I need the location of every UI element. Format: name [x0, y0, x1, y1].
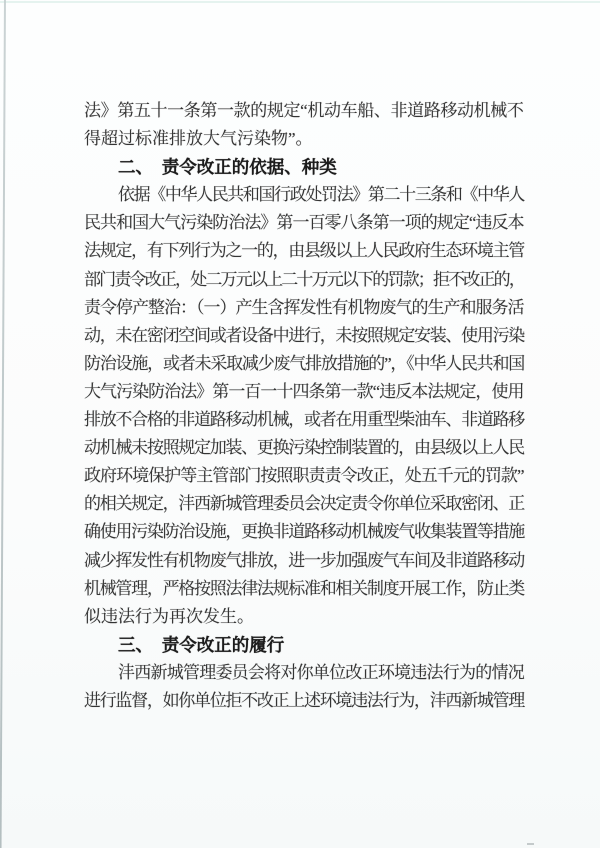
- doc-line: 减少挥发性有机物废气排放，进一步加强废气车间及非道路移动: [84, 550, 524, 570]
- doc-line: 部门责令改正，处二万元以上二十万元以下的罚款；拒不改正的，: [84, 269, 524, 289]
- doc-line: 得超过标准排放大气污染物”。: [84, 129, 313, 149]
- doc-line: 依据《中华人民共和国行政处罚法》第二十三条和《中华人: [118, 185, 524, 205]
- doc-line: 进行监督，如你单位拒不改正上述环境违法行为，沣西新城管理: [84, 690, 524, 710]
- doc-line: 法规定，有下列行为之一的，由县级以上人民政府生态环境主管: [84, 241, 524, 261]
- scan-artifact-corner-mark: [527, 843, 534, 845]
- scan-artifact-left-edge: [0, 0, 5, 848]
- section-heading-2: 二、 责令改正的依据、种类: [118, 157, 337, 178]
- doc-line: 民共和国大气污染防治法》第一百零八条第一项的规定“违反本: [84, 213, 524, 233]
- document-text-block: [84, 97, 524, 715]
- doc-line: 似违法行为再次发生。: [84, 606, 254, 626]
- doc-line: 确使用污染防治设施，更换非道路移动机械废气收集装置等措施: [84, 522, 524, 542]
- doc-line: 防治设施，或者未采取减少废气排放措施的”，《中华人民共和国: [84, 353, 525, 373]
- doc-line: 排放不合格的非道路移动机械，或者在用重型柴油车、非道路移: [84, 410, 524, 430]
- section-heading-3: 三、 责令改正的履行: [118, 634, 285, 655]
- doc-line: 动机械未按照规定加装、更换污染控制装置的，由县级以上人民: [84, 438, 524, 458]
- doc-line: 沣西新城管理委员会将对你单位改正环境违法行为的情况: [118, 662, 524, 682]
- doc-line: 法》第五十一条第一款的规定“机动车船、非道路移动机械不: [84, 101, 524, 120]
- doc-line: 机械管理，严格按照法律法规标准和相关制度开展工作，防止类: [84, 578, 524, 598]
- doc-line: 责令停产整治：（一）产生含挥发性有机物废气的生产和服务活: [84, 297, 524, 317]
- doc-line: 动，未在密闭空间或者设备中进行，未按照规定安装、使用污染: [84, 325, 524, 345]
- doc-line: 的相关规定，沣西新城管理委员会决定责令你单位采取密闭、正: [84, 494, 524, 514]
- doc-line: 政府环境保护等主管部门按照职责责令改正，处五千元的罚款”: [84, 466, 524, 486]
- doc-line: 大气污染防治法》第一百一十四条第一款“违反本法规定，使用: [84, 381, 524, 401]
- scan-artifact-top-edge: [0, 1, 600, 3]
